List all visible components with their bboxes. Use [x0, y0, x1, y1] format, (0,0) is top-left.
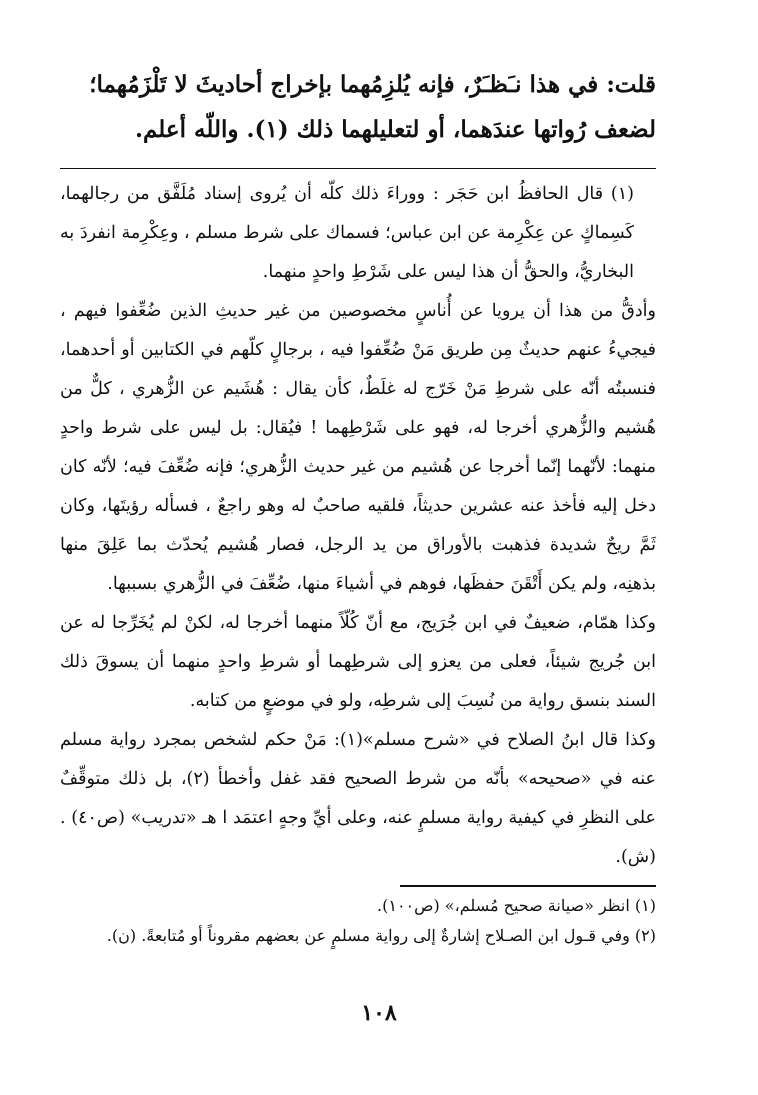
footnote-2: (٢) وفي قـول ابن الصـلاح إشارةٌ إلى رواية مسلمٍ عن بعضهم مقروناً أو مُتابعةً. (ن).	[106, 926, 656, 945]
main-lead-word: قلت:	[606, 71, 656, 98]
footnote-separator	[400, 885, 656, 887]
note-paragraph-2: وأدقُّ من هذا أن يرويا عن أُناسٍ مخصوصين من غير حديثِ الذين ضُعِّفوا فيهم ، فيجيءُ عنهم حديثٌ مِن طريق مَنْ ضُعِّفوا فيه ، برجالٍ كلّهم في الكتابين أو أحدهما، فنسبتُه أنّه على شرطِ مَنْ خَرّج له غلَطٌ، كأن يقال : هُشَيم عن الزُّهري ، كلٌّ من هُشيم والزُّهري أخرجا له، فهو على شَرْطِهما ! فيُقال: بل ليس على شرط واحدٍ منهما: لأنّهما إنّما أخرجا عن هُشيم من غير حديث الزُّهري؛ فإنه ضُعِّفَ فيه؛ لأنّه كان دخل إليه فأخذ عنه عشرين حديثاً، فلقيه صاحبٌ له وهو راجعٌ ، فسأله رؤيتَها، وكان ثَمَّ ريحٌ شديدة فذهبت بالأوراق من يد الرجل، فصار هُشيم يُحدّث بما عَلِقَ منها بذهنِه، ولم يكن أَتْقَنَ حفظَها، فوهم في أشياءَ منها، ضُعِّفَ في الزُّهري بسببها.	[60, 301, 656, 594]
main-text-body: في هذا نـَظـَرٌ، فإنه يُلزِمُهما بإخراج أحاديثَ لا تَلْزَمُهما؛ لضعف رُواتها عندَهما، أو لتعليلهما ذلك (١). واللّه أعلم.	[89, 71, 656, 143]
notes-section	[60, 175, 656, 877]
note-paragraph-3: وكذا همّام، ضعيفٌ في ابن جُرَيج، مع أنّ كُلّاً منهما أخرجا له، لكنْ لم يُخَرِّجا له عن ابن جُريج شيئاً، فعلى من يعزو إلى شرطِهما أو شرطِ واحدٍ منهما أن يسوقَ ذلك السند بنسق رواية من نُسِبَ إلى شرطِه، ولو في موضعٍ من كتابه.	[60, 613, 656, 711]
note-paragraph-1: (١) قال الحافظُ ابن حَجَر : ووراءَ ذلك كلّه أن يُروى إسناد مُلَفَّق من رجالهما، كَسِماكٍ عن عِكْرِمة عن ابن عباس؛ فسماك على شرط مسلم ، وعِكْرِمة انفردَ به البخاريُّ، والحقُّ أن هذا ليس على شَرْطِ واحدٍ منهما.	[60, 184, 634, 282]
footnotes-section	[60, 891, 656, 951]
note-paragraph-4: وكذا قال ابنُ الصلاح في «شرح مسلم»(١): مَنْ حكم لشخص بمجرد رواية مسلم عنه في «صحيحه» بأنّه من شرط الصحيح فقد غفل وأخطأ (٢)، بل ذلك متوقِّفٌ على النظرِ في كيفية رواية مسلمٍ عنه، وعلى أيِّ وجهٍ اعتمَد ا هـ «تدريب» (ص٤٠) . (ش).	[60, 730, 657, 867]
footnote-1: (١) انظر «صيانة صحيح مُسلم،» (ص١٠٠).	[377, 896, 656, 915]
main-paragraph	[60, 62, 656, 152]
notes-top-rule	[60, 168, 656, 169]
page-number: ١٠٨	[361, 1000, 397, 1026]
